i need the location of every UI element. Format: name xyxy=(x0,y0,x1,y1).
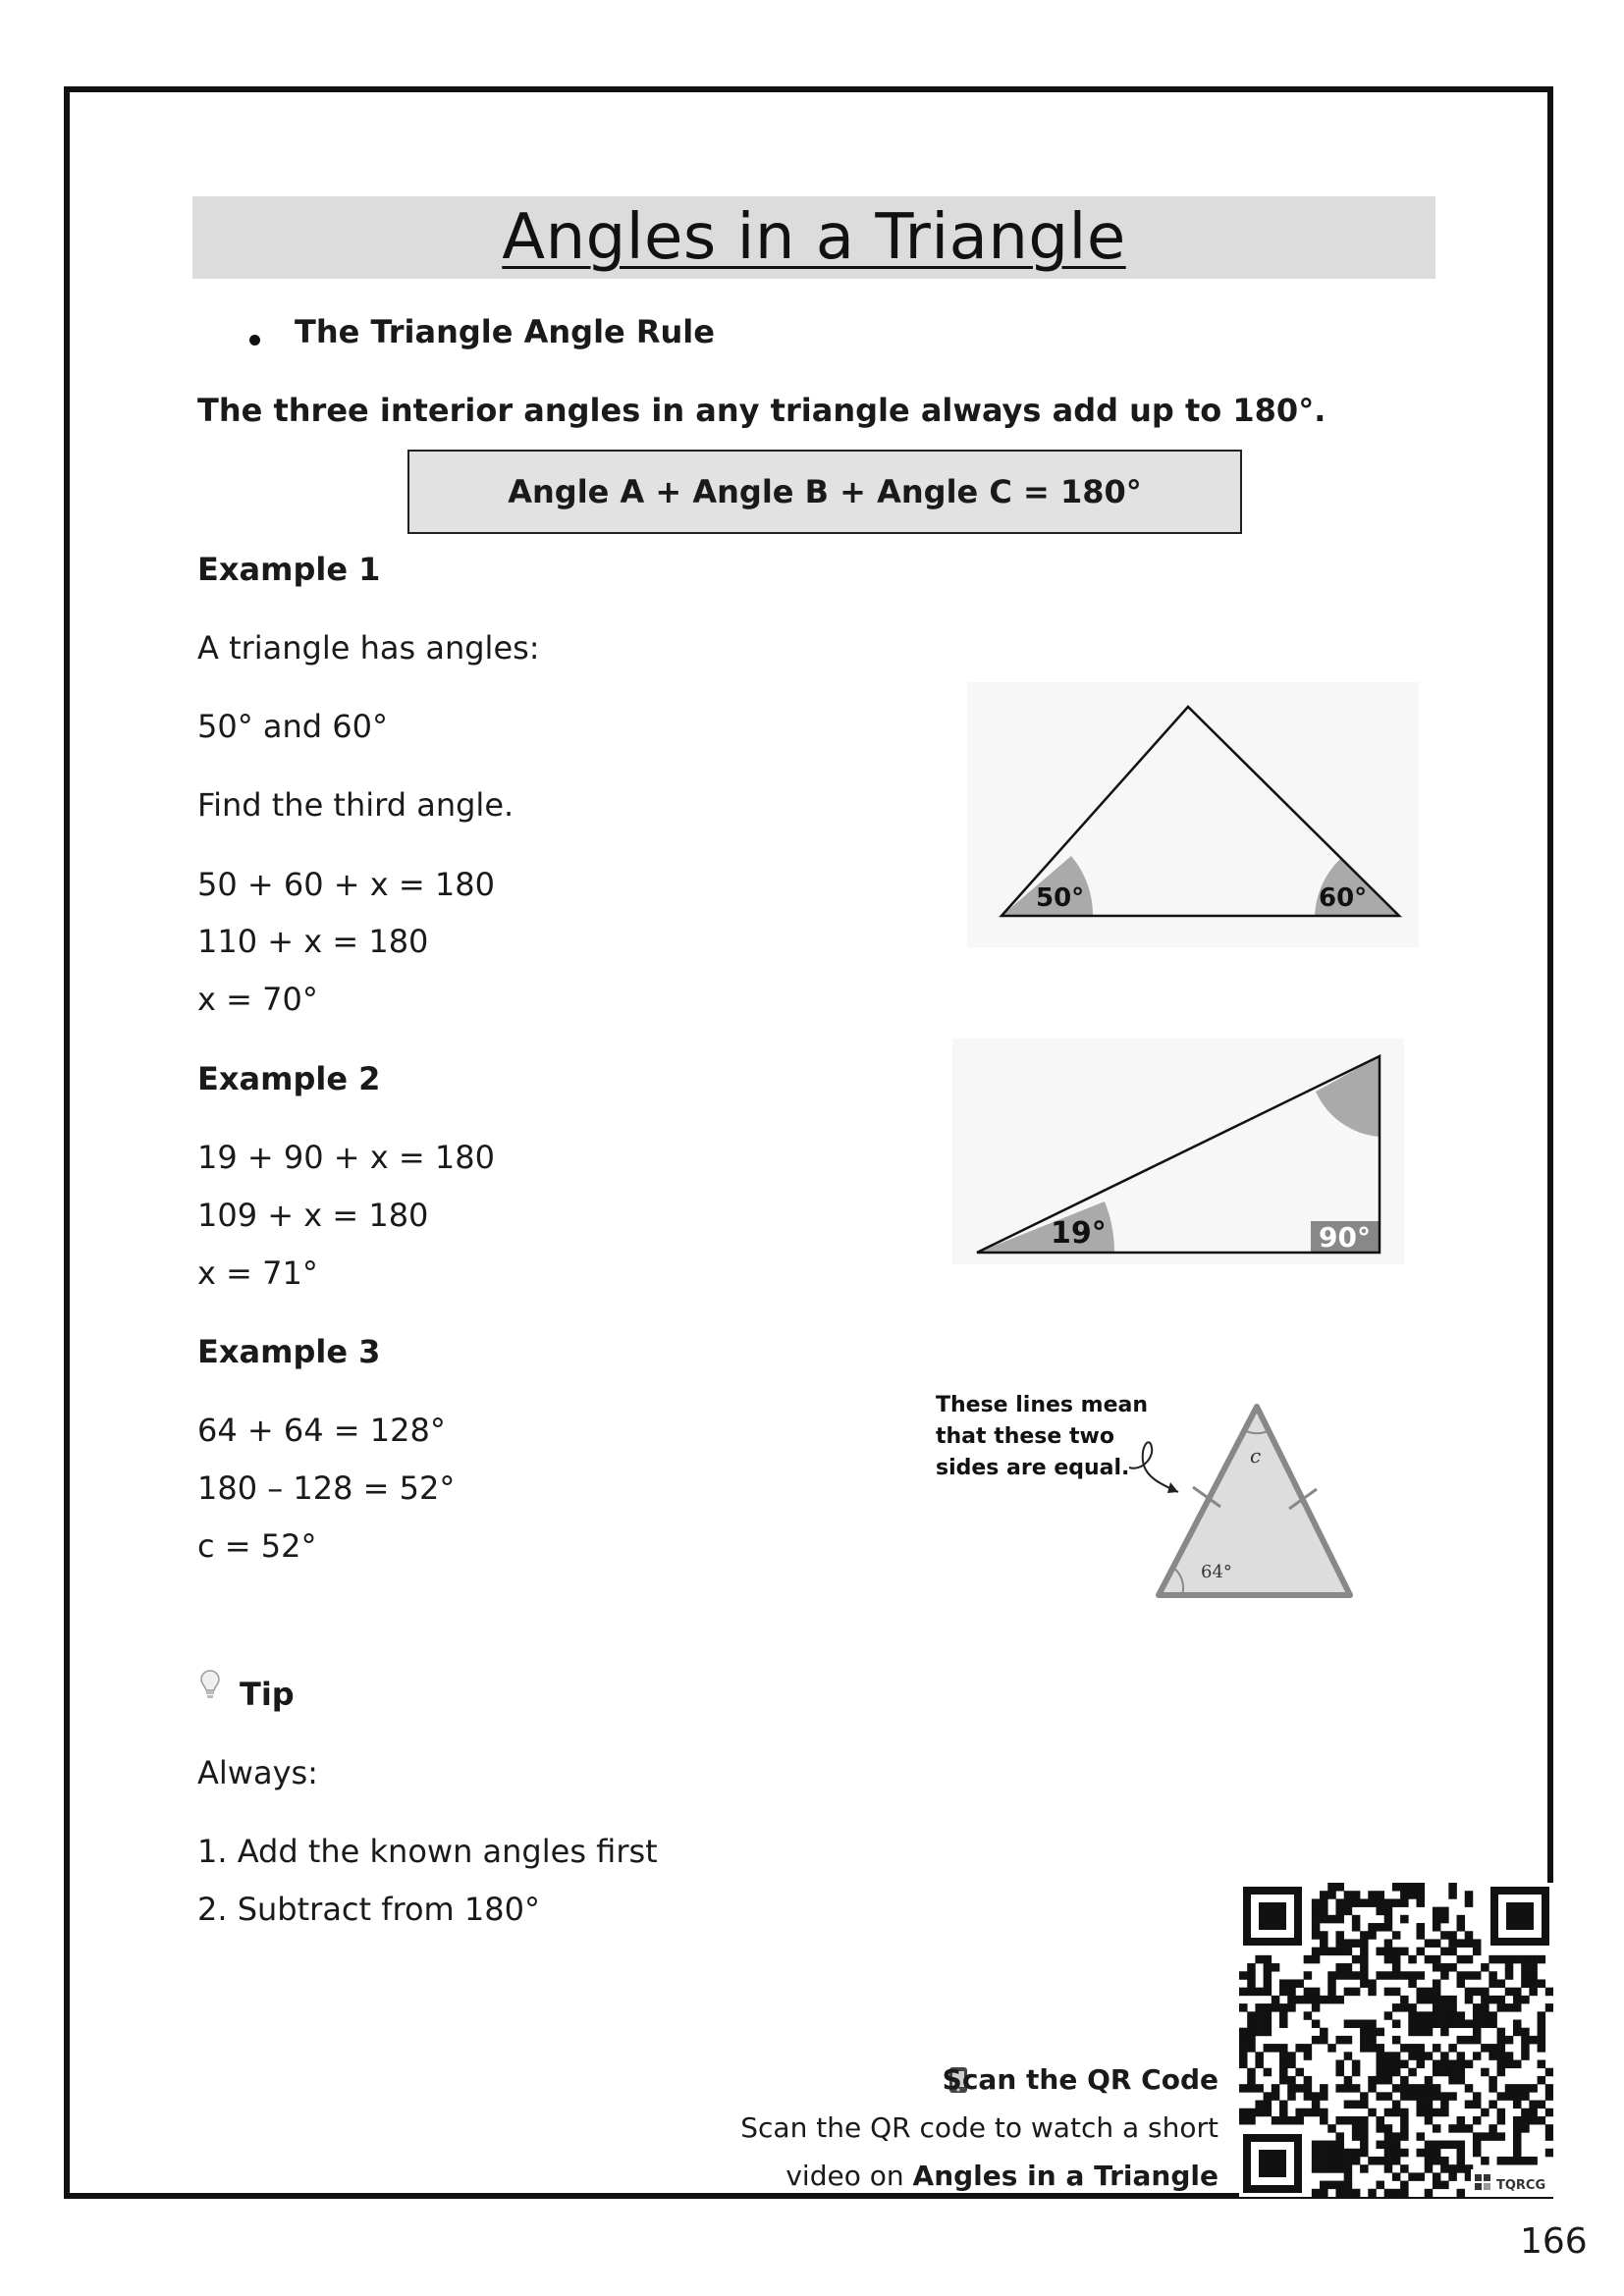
rule-formula-box xyxy=(407,450,1242,534)
qr-code[interactable] xyxy=(1239,1883,1553,2197)
qr-finder-bottom-left xyxy=(1243,2134,1302,2193)
qr-line2-topic: Angles in a Triangle xyxy=(912,2160,1218,2192)
equal-sides-note: These lines mean xyxy=(936,1393,1149,1417)
angle-label-50: 50° xyxy=(1036,883,1085,913)
arrow-head-icon xyxy=(1167,1482,1178,1493)
lightbulb-icon xyxy=(199,1669,221,1702)
angle-label-90: 90° xyxy=(1319,1221,1371,1254)
qr-finder-top-right xyxy=(1490,1887,1549,1946)
bullet-icon xyxy=(249,335,260,346)
tip-heading: Tip xyxy=(240,1676,295,1713)
example1-heading: Example 1 xyxy=(197,551,381,588)
example2-step: x = 71° xyxy=(197,1255,318,1292)
angle-label-19: 19° xyxy=(1051,1216,1107,1251)
qr-heading: Scan the QR Code xyxy=(942,2063,1218,2096)
example2-step: 19 + 90 + x = 180 xyxy=(197,1139,495,1176)
rule-statement: The three interior angles in any triangle always add up to 180°. xyxy=(197,392,1326,429)
example1-task: Find the third angle. xyxy=(197,786,514,824)
qr-line1: Scan the QR code to watch a short xyxy=(740,2111,1218,2144)
example3-heading: Example 3 xyxy=(197,1333,381,1370)
example2-heading: Example 2 xyxy=(197,1060,381,1097)
example3-step: 64 + 64 = 128° xyxy=(197,1412,446,1449)
example1-step: 50 + 60 + x = 180 xyxy=(197,866,495,903)
example3-isosceles-figure xyxy=(928,1379,1360,1615)
angle-label-60: 60° xyxy=(1319,883,1368,913)
example1-triangle-figure xyxy=(967,682,1419,947)
angle-label-64: 64° xyxy=(1201,1562,1232,1582)
qr-badge xyxy=(1471,2169,1551,2195)
example1-given: 50° and 60° xyxy=(197,708,388,745)
example2-step: 109 + x = 180 xyxy=(197,1197,429,1234)
example1-intro: A triangle has angles: xyxy=(197,629,540,667)
example1-step: x = 70° xyxy=(197,981,318,1018)
qr-line2-prefix: video on xyxy=(785,2160,913,2192)
qr-line2 xyxy=(785,2160,1218,2192)
tip-intro: Always: xyxy=(197,1754,318,1791)
equal-sides-note: sides are equal. xyxy=(936,1456,1130,1480)
page-title: Angles in a Triangle xyxy=(502,201,1126,274)
tip-item: 2. Subtract from 180° xyxy=(197,1891,540,1928)
example3-step: 180 – 128 = 52° xyxy=(197,1469,456,1507)
example1-step: 110 + x = 180 xyxy=(197,923,429,960)
example3-step: c = 52° xyxy=(197,1527,317,1565)
tip-item: 1. Add the known angles first xyxy=(197,1833,658,1870)
angle-label-c: c xyxy=(1250,1444,1262,1468)
rule-heading: The Triangle Angle Rule xyxy=(295,313,715,350)
rule-formula: Angle A + Angle B + Angle C = 180° xyxy=(508,473,1142,510)
equal-sides-note: that these two xyxy=(936,1424,1114,1449)
qr-finder-top-left xyxy=(1243,1887,1302,1946)
isosceles-triangle xyxy=(1159,1407,1350,1595)
title-bar xyxy=(192,196,1435,279)
qr-badge-text: TQRCG xyxy=(1496,2178,1546,2193)
example2-triangle-figure xyxy=(952,1039,1404,1264)
page-number: 166 xyxy=(1520,2221,1588,2262)
